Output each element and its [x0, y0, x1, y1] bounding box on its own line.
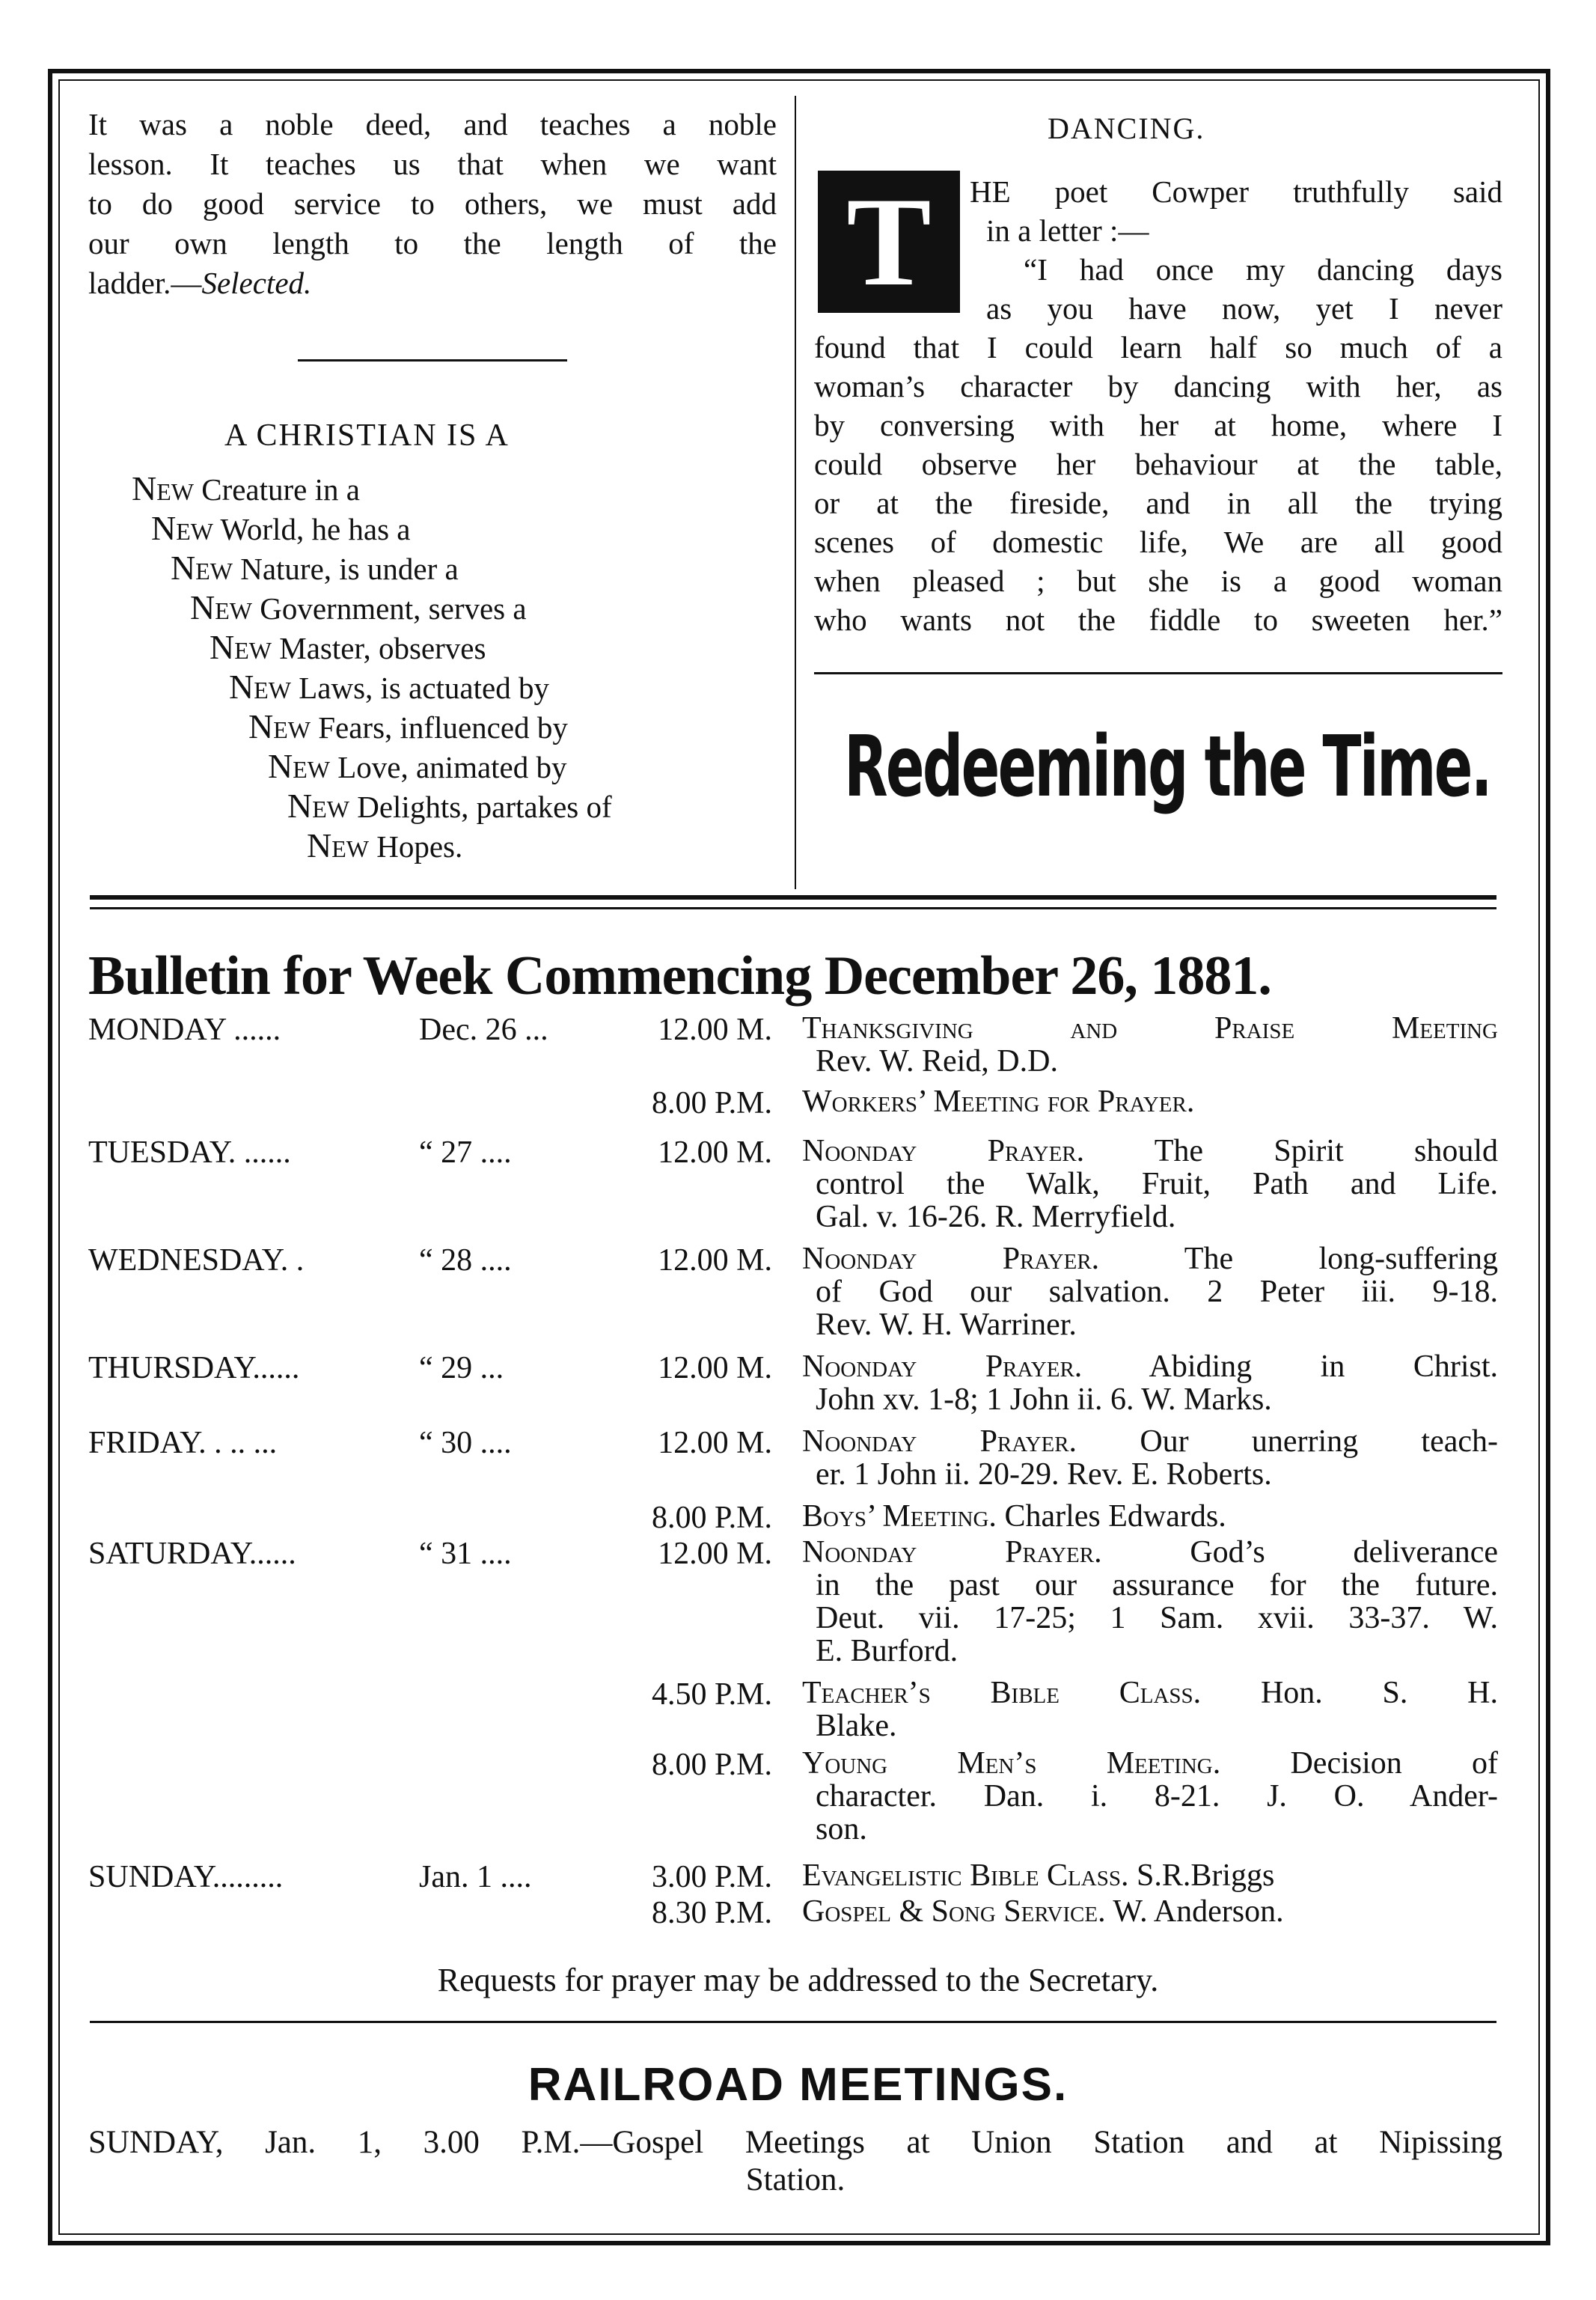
- schedule-date: “ 29 ...: [419, 1351, 504, 1385]
- schedule-line: Gal. v. 16-26. R. Merryfield.: [816, 1200, 1176, 1234]
- schedule-day: FRIDAY. . .. ...: [88, 1426, 278, 1460]
- schedule-day: SUNDAY.........: [88, 1860, 284, 1894]
- schedule-time: 8.00 P.M.: [651, 1086, 772, 1120]
- dancing-line: found that I could learn half so much of a: [814, 330, 1502, 364]
- schedule-line: Noonday Prayer. Abiding in Christ.: [802, 1349, 1499, 1384]
- christian-line: NEW Master, observes: [210, 628, 486, 666]
- para-line: to do good service to others, we must add: [88, 186, 777, 221]
- schedule-time: 8.00 P.M.: [651, 1748, 772, 1782]
- schedule-line: in the past our assurance for the future.: [816, 1568, 1498, 1602]
- schedule-line: John xv. 1-8; 1 John ii. 6. W. Marks.: [816, 1382, 1272, 1417]
- schedule-description: [802, 1135, 1498, 1233]
- schedule-date: “ 28 ....: [419, 1243, 512, 1278]
- schedule-time: 12.00 M.: [658, 1351, 772, 1385]
- schedule-line: Rev. W. Reid, D.D.: [816, 1044, 1058, 1079]
- dancing-line: could observe her behaviour at the table,: [814, 447, 1502, 481]
- christian-line: NEW Hopes.: [307, 826, 463, 864]
- schedule-line: Noonday Prayer. God’s deliverance: [802, 1535, 1498, 1570]
- schedule-description: [802, 1895, 1498, 1928]
- schedule-line: E. Burford.: [816, 1634, 958, 1668]
- dropcap-letter: T: [846, 171, 932, 312]
- christian-line: NEW Fears, influenced by: [248, 707, 568, 745]
- railroad-line: SUNDAY, Jan. 1, 3.00 P.M.—Gospel Meetings at Union Station and at Nipissing: [88, 2125, 1502, 2160]
- schedule-line: Deut. vii. 17-25; 1 Sam. xvii. 33-37. W.: [816, 1601, 1498, 1635]
- schedule-line: Boys’ Meeting. Charles Edwards.: [802, 1499, 1226, 1534]
- schedule-day: MONDAY ......: [88, 1013, 281, 1047]
- christian-line: NEW Love, animated by: [268, 747, 567, 785]
- schedule-line: Rev. W. H. Warriner.: [816, 1308, 1077, 1342]
- schedule-line: Noonday Prayer. The Spirit should: [802, 1134, 1499, 1168]
- schedule-line: character. Dan. i. 8-21. J. O. Ander-: [816, 1779, 1498, 1814]
- dancing-heading: DANCING.: [1048, 112, 1205, 145]
- dancing-line: HE poet Cowper truthfully said: [970, 174, 1502, 209]
- schedule-description: [802, 1425, 1498, 1491]
- schedule-description: [802, 1012, 1498, 1078]
- schedule-line: control the Walk, Fruit, Path and Life.: [816, 1167, 1498, 1201]
- railroad-heading: RAILROAD MEETINGS.: [528, 2059, 1068, 2111]
- dancing-line: woman’s character by dancing with her, as: [814, 369, 1502, 403]
- schedule-date: Dec. 26 ...: [419, 1013, 548, 1047]
- dancing-line: as you have now, yet I never: [986, 291, 1502, 326]
- schedule-day: TUESDAY. ......: [88, 1135, 291, 1170]
- schedule-description: [802, 1242, 1498, 1341]
- christian-line: NEW Nature, is under a: [171, 549, 459, 587]
- christian-line: NEW Delights, partakes of: [287, 787, 612, 825]
- schedule-line: Thanksgiving and Praise Meeting: [802, 1011, 1498, 1046]
- para-line-last: [88, 263, 777, 303]
- schedule-time: 12.00 M.: [658, 1537, 772, 1571]
- schedule-line: Noonday Prayer. The long-suffering: [802, 1242, 1498, 1276]
- double-rule-bottom: [90, 907, 1496, 909]
- left-column: [88, 105, 777, 303]
- noble-deed-paragraph: [88, 105, 777, 303]
- schedule-line: Blake.: [816, 1709, 897, 1743]
- christian-line: NEW World, he has a: [151, 509, 411, 547]
- para-source: Selected.: [201, 266, 312, 300]
- schedule-line: Workers’ Meeting for Prayer.: [802, 1085, 1195, 1119]
- dancing-line: by conversing with her at home, where I: [814, 408, 1502, 442]
- schedule-line: Teacher’s Bible Class. Hon. S. H.: [802, 1676, 1498, 1710]
- schedule-date: “ 31 ....: [419, 1537, 512, 1571]
- para-line: It was a noble deed, and teaches a noble: [88, 107, 777, 141]
- section-divider: [298, 359, 567, 362]
- schedule-time: 12.00 M.: [658, 1013, 772, 1047]
- schedule-day: WEDNESDAY. .: [88, 1243, 305, 1278]
- schedule-day: THURSDAY......: [88, 1351, 300, 1385]
- schedule-time: 8.30 P.M.: [651, 1896, 772, 1930]
- bulletin-title: Bulletin for Week Commencing December 26, 1881.: [88, 945, 1271, 1007]
- schedule-line: Young Men’s Meeting. Decision of: [802, 1746, 1498, 1781]
- schedule-date: “ 27 ....: [419, 1135, 512, 1170]
- dancing-line: who wants not the fiddle to sweeten her.”: [814, 603, 1502, 637]
- schedule-day: SATURDAY......: [88, 1537, 296, 1571]
- dancing-line: when pleased ; but she is a good woman: [814, 564, 1502, 598]
- christian-line: NEW Laws, is actuated by: [229, 668, 549, 706]
- christian-line: NEW Creature in a: [132, 469, 360, 507]
- section-divider: [814, 672, 1502, 674]
- schedule-description: [802, 1085, 1498, 1118]
- schedule-time: 4.50 P.M.: [651, 1677, 772, 1712]
- schedule-description: [802, 1536, 1498, 1668]
- schedule-time: 12.00 M.: [658, 1426, 772, 1460]
- schedule-line: er. 1 John ii. 20-29. Rev. E. Roberts.: [816, 1457, 1272, 1492]
- schedule-time: 3.00 P.M.: [651, 1860, 772, 1894]
- para-text: ladder.—: [88, 266, 202, 300]
- schedule-line: Gospel & Song Service. W. Anderson.: [802, 1894, 1284, 1929]
- schedule-description: [802, 1500, 1498, 1533]
- schedule-line: Evangelistic Bible Class. S.R.Briggs: [802, 1858, 1275, 1893]
- schedule-description: [802, 1859, 1498, 1892]
- schedule-date: “ 30 ....: [419, 1426, 512, 1460]
- double-rule-top: [90, 895, 1496, 900]
- section-divider: [90, 2021, 1496, 2023]
- schedule-time: 12.00 M.: [658, 1135, 772, 1170]
- para-line: lesson. It teaches us that when we want: [88, 147, 777, 181]
- railroad-text: [88, 2124, 1502, 2199]
- schedule-line: son.: [816, 1812, 867, 1846]
- para-line: our own length to the length of the: [88, 226, 777, 260]
- christian-line: NEW Government, serves a: [190, 588, 527, 626]
- schedule-description: [802, 1350, 1498, 1416]
- dancing-line: “I had once my dancing days: [1024, 252, 1502, 287]
- schedule-time: 12.00 M.: [658, 1243, 772, 1278]
- redeeming-heading: Redeeming the Time.: [844, 719, 1490, 816]
- schedule-description: [802, 1747, 1498, 1846]
- ornamental-dropcap: [818, 171, 960, 313]
- schedule-line: of God our salvation. 2 Peter iii. 9-18.: [816, 1275, 1498, 1309]
- schedule-line: Noonday Prayer. Our unerring teach-: [802, 1424, 1498, 1459]
- christian-heading: A CHRISTIAN IS A: [224, 418, 510, 453]
- schedule-description: [802, 1677, 1498, 1742]
- requests-note: Requests for prayer may be addressed to the Secretary.: [437, 1962, 1159, 1998]
- dancing-line: or at the fireside, and in all the trying: [814, 486, 1502, 520]
- column-divider: [795, 96, 796, 889]
- railroad-line: Station.: [745, 2162, 846, 2197]
- schedule-time: 8.00 P.M.: [651, 1501, 772, 1535]
- schedule-date: Jan. 1 ....: [419, 1860, 532, 1894]
- dancing-line: in a letter :—: [986, 213, 1149, 248]
- dancing-line: scenes of domestic life, We are all good: [814, 525, 1502, 559]
